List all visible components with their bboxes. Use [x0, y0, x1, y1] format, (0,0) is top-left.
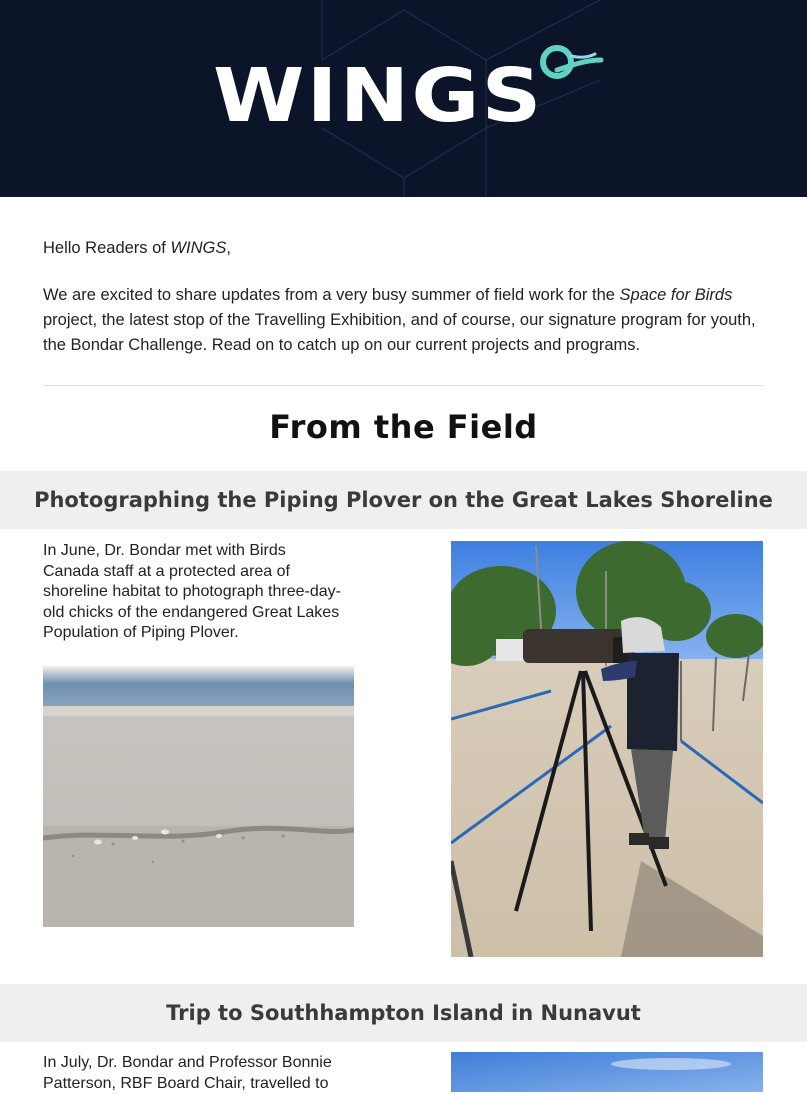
wings-logo — [213, 53, 544, 139]
intro-text-1: We are excited to share updates from a very busy summer of field work for the — [43, 286, 620, 304]
article-title: Trip to Southhampton Island in Nunavut — [166, 1001, 641, 1025]
greeting-prefix: Hello Readers of — [43, 239, 171, 257]
logo-text: WINGS — [213, 53, 544, 139]
greeting — [43, 236, 765, 261]
section-title: From the Field — [269, 408, 538, 446]
article-header-band — [0, 984, 807, 1042]
intro-section — [43, 236, 765, 380]
article-title: Photographing the Piping Plover on the Great Lakes Shoreline — [34, 488, 773, 512]
greeting-title: WINGS — [170, 239, 227, 257]
newsletter-header — [0, 0, 807, 197]
article-header-band — [0, 471, 807, 529]
photographer-photo — [451, 541, 763, 957]
project-name: Space for Birds — [619, 286, 733, 304]
intro-paragraph — [43, 283, 765, 358]
plover-beach-photo — [43, 666, 354, 927]
section-divider — [43, 385, 763, 386]
nunavut-photo — [451, 1052, 763, 1092]
bird-ring-icon — [535, 40, 605, 90]
greeting-suffix: , — [226, 239, 231, 257]
intro-text-2: project, the latest stop of the Travelling Exhibition, and of course, our signature program for youth, the Bondar Challenge. Read on to catch up on our current projects and programs. — [43, 311, 756, 354]
article-body: In July, Dr. Bondar and Professor Bonnie Patterson, RBF Board Chair, travelled to — [43, 1054, 332, 1092]
article-body: In June, Dr. Bondar met with Birds Canada staff at a protected area of shoreline habitat to photograph three-day-old chicks of the endangered Great Lakes Population of Piping Plover. — [43, 542, 341, 641]
